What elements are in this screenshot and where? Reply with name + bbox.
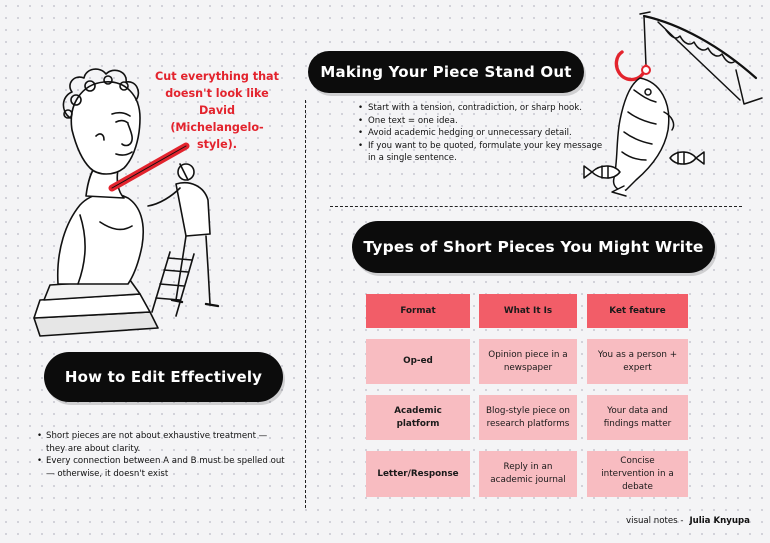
table-cell: Academic platform [366, 395, 470, 440]
table-cell: Reply in an academic journal [479, 451, 577, 497]
vertical-divider [305, 100, 306, 508]
table-header-what: What It Is [479, 294, 577, 328]
stand-out-bullet: • Avoid academic hedging or unnecessary detail. [356, 127, 606, 140]
edit-title: How to Edit Effectively [44, 352, 283, 402]
stand-out-bullet: • If you want to be quoted, formulate your key message in a single sentence. [356, 140, 606, 165]
edit-bullet: • Every connection between A and B must be spelled out — otherwise, it doesn't exist [40, 455, 285, 480]
table-cell: Concise intervention in a debate [587, 451, 688, 497]
table-cell: Opinion piece in a newspaper [479, 339, 577, 384]
quote-line-2: doesn't look like David [165, 87, 269, 117]
table-cell: Op-ed [366, 339, 470, 384]
footer-label: visual notes - [626, 516, 684, 526]
table-cell: Blog-style piece on research platforms [479, 395, 577, 440]
table-header-feature: Ket feature [587, 294, 688, 328]
stand-out-title: Making Your Piece Stand Out [308, 51, 584, 93]
horizontal-divider [330, 206, 742, 207]
stand-out-list [356, 102, 606, 165]
table-header-format: Format [366, 294, 470, 328]
michelangelo-quote [152, 68, 282, 153]
stand-out-bullet: • Start with a tension, contradiction, or sharp hook. [356, 102, 606, 115]
table-cell: Your data and findings matter [587, 395, 688, 440]
edit-list [40, 430, 285, 480]
types-title: Types of Short Pieces You Might Write [352, 221, 715, 273]
table-cell: You as a person + expert [587, 339, 688, 384]
footer-author: Julia Knyupa [689, 516, 750, 526]
table-cell: Letter/Response [366, 451, 470, 497]
quote-line-1: Cut everything that [155, 70, 279, 83]
quote-line-3: (Michelangelo-style). [170, 121, 264, 151]
footer-credit [626, 516, 750, 526]
edit-bullet: • Short pieces are not about exhaustive treatment — they are about clarity. [40, 430, 285, 455]
fishing-rod-fish-illustration [584, 12, 762, 196]
stand-out-bullet: • One text = one idea. [356, 115, 606, 128]
